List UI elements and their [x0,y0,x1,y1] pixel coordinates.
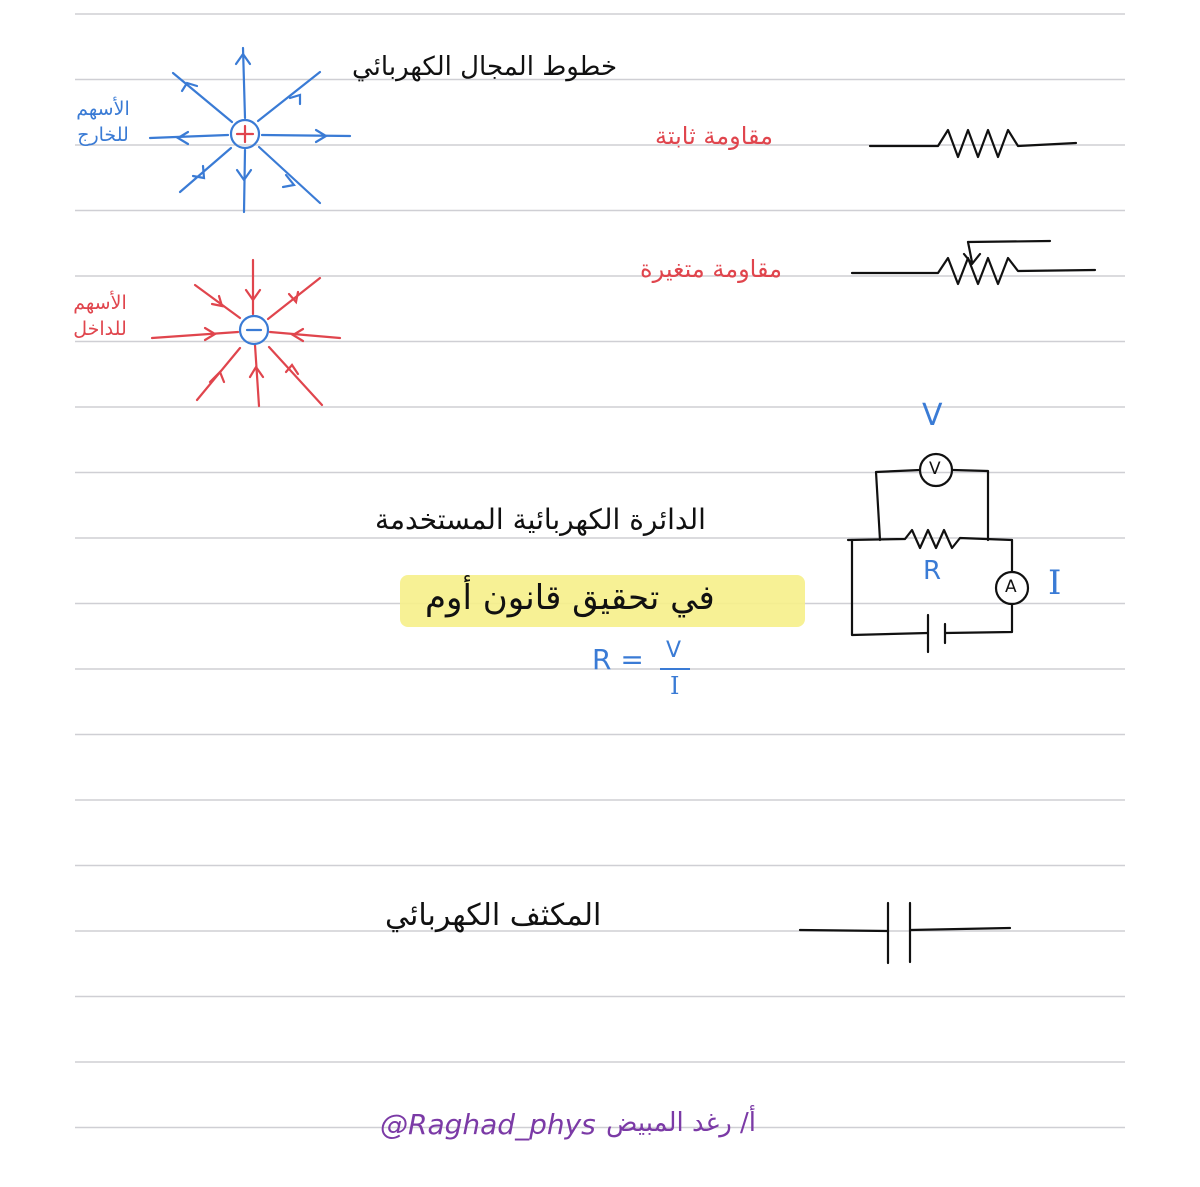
inward-arrows-label [55,290,145,342]
capacitor-label: المكثف الكهربائي [385,898,602,933]
variable-resistor-label: مقاومة متغيرة [640,255,782,283]
signature-author: أ/ رغد المبيض [606,1108,757,1138]
field-lines-title: خطوط المجال الكهربائي [352,52,618,82]
signature-handle: @Raghad_phys [380,1108,596,1141]
voltmeter-top-label: V [922,398,943,433]
formula-lhs: R = [592,643,644,676]
outward-label-line2: للخارج [77,124,129,146]
fixed-resistor-label: مقاومة ثابتة [655,122,774,150]
circuit-title-line2: في تحقيق قانون أوم [425,578,715,618]
outward-label-line1: الأسهم [76,98,130,120]
voltmeter-symbol: V [929,459,941,479]
resistor-r-label: R [923,556,942,586]
ammeter-symbol: A [1005,577,1017,597]
formula-denominator: I [670,672,680,700]
formula-numerator: V [666,638,682,663]
current-label: I [1048,563,1062,603]
circuit-title-line1: الدائرة الكهربائية المستخدمة [375,503,706,536]
capacitor-icon [800,903,1010,963]
inward-label-line1: الأسهم [73,292,127,314]
inward-label-line2: للداخل [73,318,127,340]
outward-arrows-label [58,96,148,148]
formula-bar [660,668,690,670]
